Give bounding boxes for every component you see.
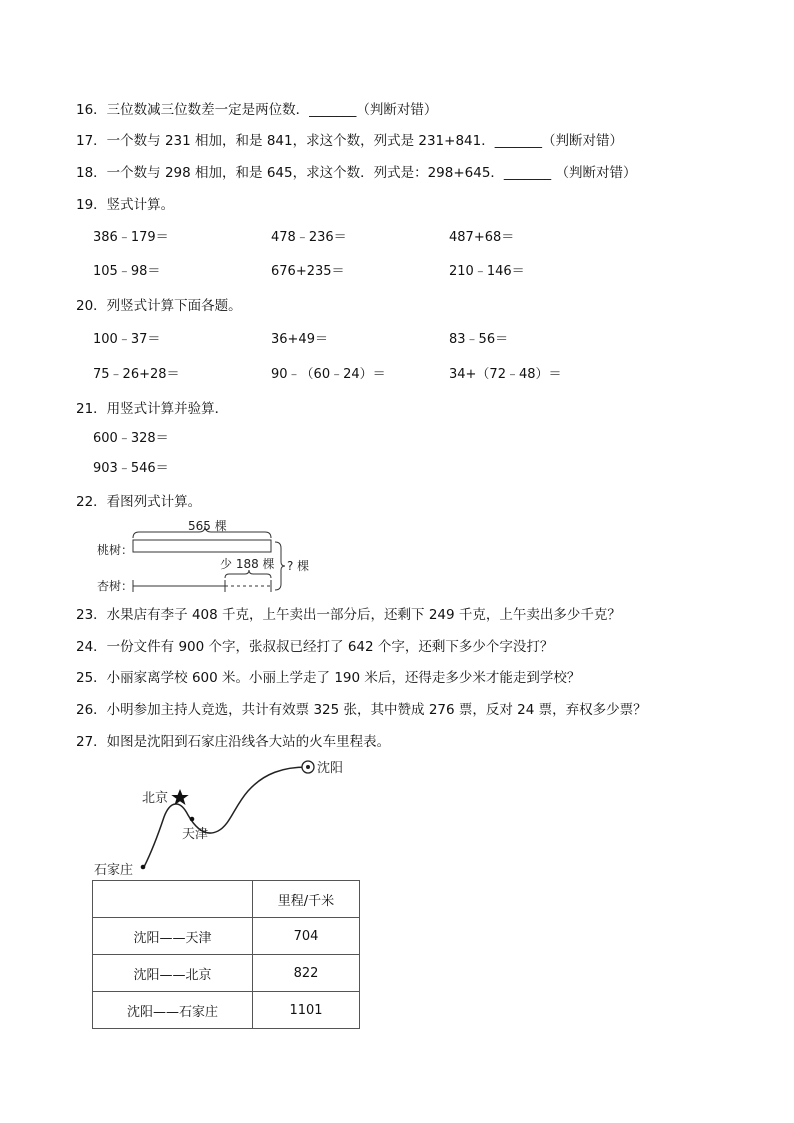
tianjin-label: 天津	[182, 827, 209, 842]
q20-expr: 90﹣（60﹣24）＝	[271, 367, 386, 382]
question-18: 18．一个数与 298 相加，和是 645，求这个数．列式是：298+645．_______ （判断对错）	[76, 165, 637, 181]
table-row	[93, 918, 360, 955]
peach-segment	[133, 540, 271, 552]
route-cell: 沈阳——天津	[93, 918, 253, 955]
q20-expr: 75﹣26+28＝	[93, 367, 180, 382]
q20-expr: 100﹣37＝	[93, 332, 161, 347]
beijing-label: 北京	[142, 791, 169, 806]
question-23: 23．水果店有李子 408 千克，上午卖出一部分后，还剩下 249 千克，上午卖出多少千克？	[76, 607, 621, 623]
q19-expr: 676+235＝	[271, 264, 345, 279]
distance-cell: 822	[253, 955, 360, 992]
question-27-title: 27．如图是沈阳到石家庄沿线各大站的火车里程表。	[76, 734, 391, 750]
shijiazhuang-marker	[141, 865, 146, 870]
tianjin-marker	[190, 817, 195, 822]
question-21-title: 21．用竖式计算并验算．	[76, 401, 229, 417]
question-label: ? 棵	[287, 559, 310, 573]
question-17: 17．一个数与 231 相加，和是 841，求这个数，列式是 231+841．_______（判断对错）	[76, 133, 623, 149]
line-segment-diagram	[95, 518, 325, 598]
railway-route-map	[88, 755, 368, 880]
question-16: 16．三位数减三位数差一定是两位数．_______（判断对错）	[76, 102, 438, 118]
q20-expr: 36+49＝	[271, 332, 328, 347]
q21-expr: 903﹣546＝	[93, 461, 169, 476]
table-header-row	[93, 881, 360, 918]
q20-expr: 34+（72﹣48）＝	[449, 367, 562, 382]
q19-expr: 478﹣236＝	[271, 230, 347, 245]
q19-expr: 210﹣146＝	[449, 264, 525, 279]
q19-expr: 487+68＝	[449, 230, 515, 245]
header-cell-empty	[93, 881, 253, 918]
header-cell-distance: 里程/千米	[253, 881, 360, 918]
question-24: 24．一份文件有 900 个字，张叔叔已经打了 642 个字，还剩下多少个字没打？	[76, 639, 554, 655]
q21-expr: 600﹣328＝	[93, 431, 169, 446]
q20-expr: 83﹣56＝	[449, 332, 509, 347]
shijiazhuang-label: 石家庄	[94, 863, 134, 878]
question-20-title: 20．列竖式计算下面各题。	[76, 298, 242, 314]
route-cell: 沈阳——北京	[93, 955, 253, 992]
beijing-star-icon	[171, 789, 188, 805]
apricot-label: 杏树：	[97, 579, 134, 593]
table-row	[93, 992, 360, 1029]
distance-cell: 704	[253, 918, 360, 955]
question-25: 25．小丽家离学校 600 米。小丽上学走了 190 米后，还得走多少米才能走到学校？	[76, 670, 581, 686]
route-cell: 沈阳——石家庄	[93, 992, 253, 1029]
mileage-table	[92, 880, 360, 1029]
q19-expr: 386﹣179＝	[93, 230, 169, 245]
question-26: 26．小明参加主持人竞选，共计有效票 325 张，其中赞成 276 票，反对 24 票，弃权多少票？	[76, 702, 647, 718]
railway-line	[144, 767, 307, 867]
table-row	[93, 955, 360, 992]
q19-expr: 105﹣98＝	[93, 264, 161, 279]
total-label: 565 棵	[188, 519, 227, 533]
distance-cell: 1101	[253, 992, 360, 1029]
less-label: 少 188 棵	[220, 557, 275, 571]
peach-label: 桃树：	[97, 543, 134, 557]
question-22-title: 22．看图列式计算。	[76, 494, 202, 510]
shenyang-label: 沈阳	[317, 761, 344, 776]
question-19-title: 19．竖式计算。	[76, 197, 175, 213]
